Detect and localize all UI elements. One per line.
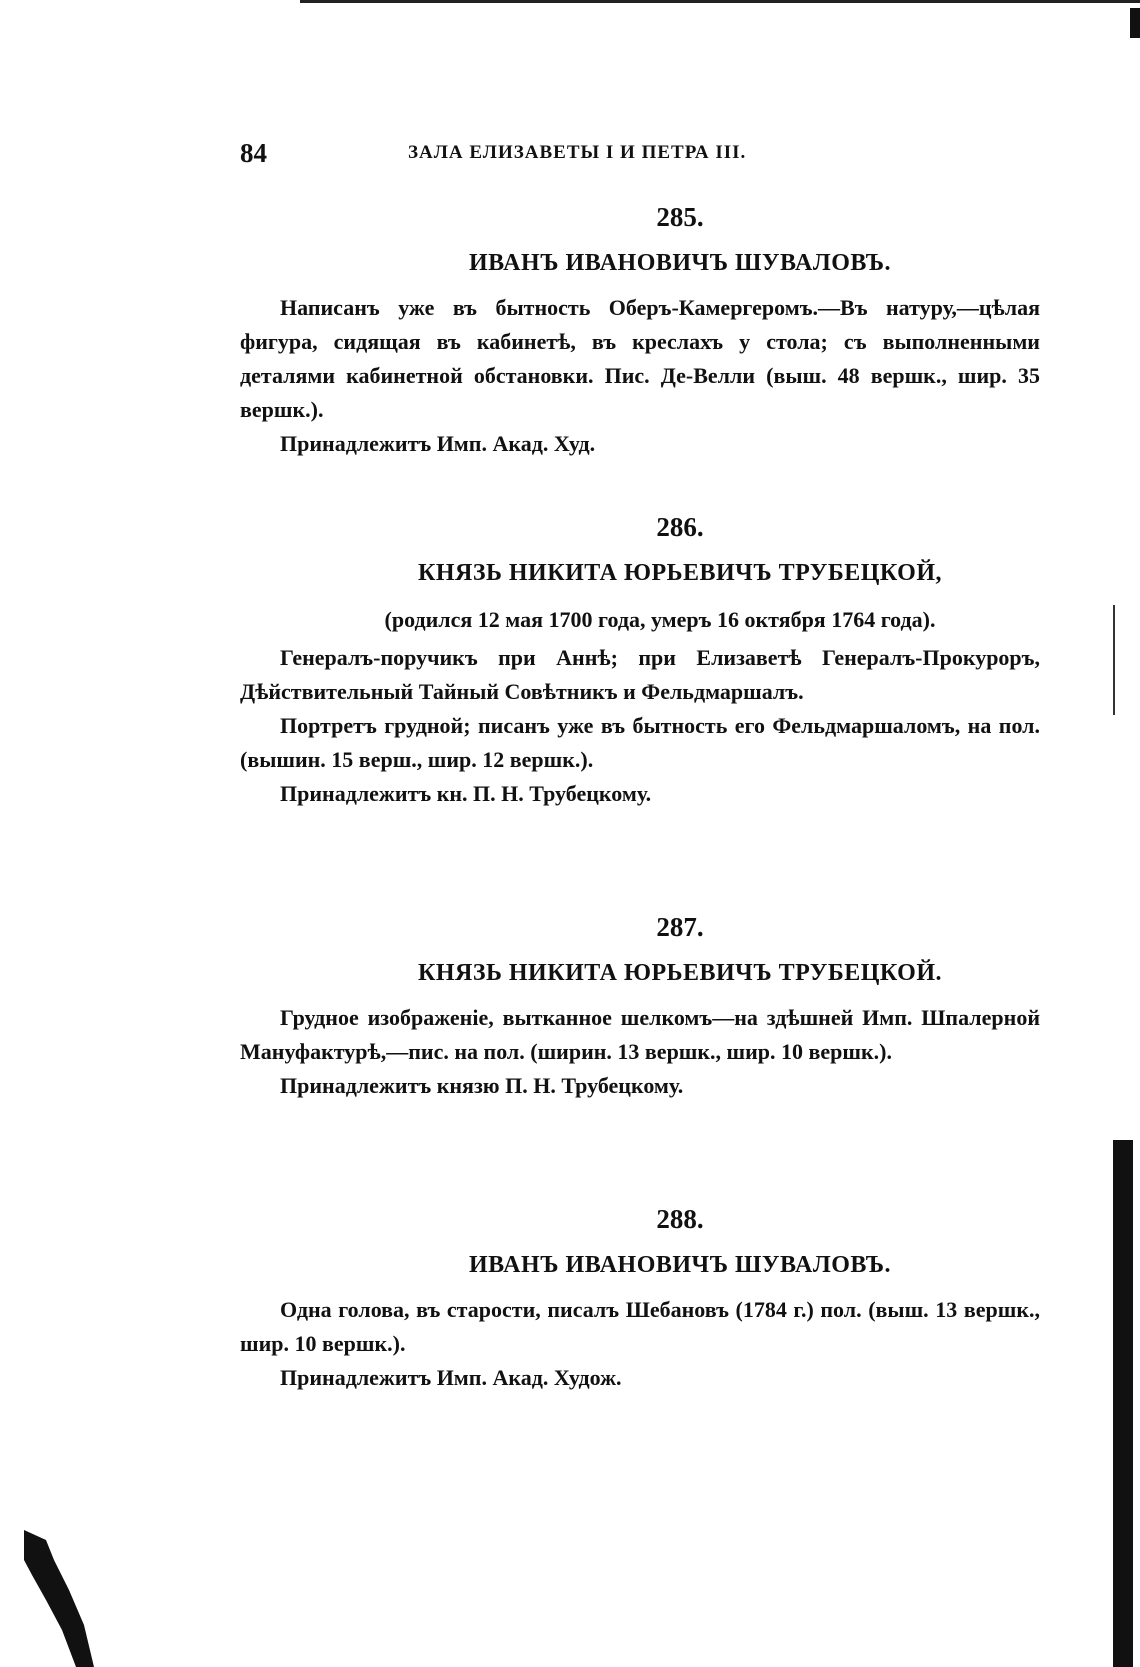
entry-description: Грудное изображеніе, вытканное шелкомъ—на здѣшней Имп. Шпалерной Мануфактурѣ,—пис. на пол. (ширин. 13 вершк., шир. 10 вершк.).: [240, 1005, 1040, 1064]
entry-288: [240, 1197, 1040, 1395]
entry-286: [240, 505, 1040, 811]
entry-owner: Принадлежитъ Имп. Акад. Худ.: [280, 431, 596, 456]
entry-description: Одна голова, въ старости, писалъ Шебановъ (1784 г.) пол. (выш. 13 вершк., шир. 10 вершк.).: [240, 1297, 1040, 1356]
page-number: 84: [240, 138, 267, 168]
entry-number: 286.: [656, 512, 704, 542]
running-title: ЗАЛА ЕЛИЗАВЕТЫ I И ПЕТРА III.: [408, 142, 747, 163]
entry-description: Портретъ грудной; писанъ уже въ бытность его Фельдмаршаломъ, на пол. (вышин. 15 верш., шир. 12 вершк.).: [240, 713, 1040, 772]
entry-dates: (родился 12 мая 1700 года, умеръ 16 октября 1764 года).: [384, 607, 936, 632]
entry-name: КНЯЗЬ НИКИТА ЮРЬЕВИЧЪ ТРУБЕЦКОЙ,: [417, 560, 943, 586]
entry-name: КНЯЗЬ НИКИТА ЮРЬЕВИЧЪ ТРУБЕЦКОЙ.: [417, 960, 943, 986]
scan-bar-right: [1113, 1140, 1133, 1667]
entry-owner: Принадлежитъ Имп. Акад. Худож.: [280, 1365, 622, 1390]
entry-owner: Принадлежитъ князю П. Н. Трубецкому.: [280, 1073, 684, 1098]
scan-stroke-right: [1113, 605, 1115, 715]
entry-number: 285.: [656, 202, 704, 232]
entry-career: Генералъ-поручикъ при Аннѣ; при Елизаветѣ Генералъ-Прокуроръ, Дѣйствительный Тайный Совѣтникъ и Фельдмаршалъ.: [240, 645, 1040, 704]
scan-edge-right: [1130, 8, 1140, 38]
entry-number: 288.: [656, 1204, 704, 1234]
entry-owner: Принадлежитъ кн. П. Н. Трубецкому.: [280, 781, 652, 806]
entry-287: [240, 905, 1040, 1103]
entry-name: ИВАНЪ ИВАНОВИЧЪ ШУВАЛОВЪ.: [469, 250, 891, 276]
entry-name: ИВАНЪ ИВАНОВИЧЪ ШУВАЛОВЪ.: [469, 1252, 891, 1278]
page: [240, 0, 1040, 1667]
page-header: [240, 138, 1040, 178]
entry-description: Написанъ уже въ бытность Оберъ-Камергеромъ.—Въ натуру,—цѣлая фигура, сидящая въ кабинетѣ, въ креслахъ у стола; съ выполненными деталями кабинетной обстановки. Пис. Де-Велли (выш. 48 вершк., шир. 35 вершк.).: [240, 295, 1040, 422]
scan-blot: [24, 1530, 94, 1667]
entry-number: 287.: [656, 912, 704, 942]
entry-285: [240, 195, 1040, 461]
